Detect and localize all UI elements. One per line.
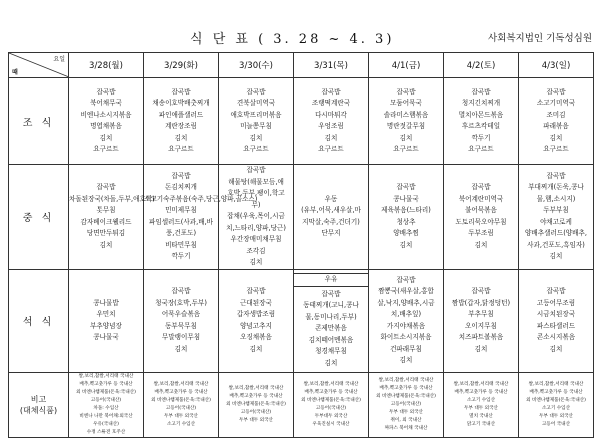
notes-item: 배추,뽁고춧가루 등 국내산 bbox=[379, 385, 433, 391]
dinner-item: 근대된장국 bbox=[240, 298, 272, 307]
breakfast-item: 잡곡밥 bbox=[96, 87, 116, 96]
meal-label-dinner: 석 식 bbox=[9, 269, 69, 372]
notes-item: 짜파스 북어채 국내산 bbox=[384, 425, 428, 431]
breakfast-cell bbox=[294, 78, 369, 165]
dinner-item: 화이트소시지볶음 bbox=[380, 333, 432, 341]
lunch-item: 김치 bbox=[399, 240, 413, 249]
lunch-item: 톳무침 bbox=[96, 206, 116, 215]
dinner-cell bbox=[294, 269, 369, 372]
lunch-item: 잡곡밥 bbox=[546, 171, 566, 180]
dinner-cell bbox=[519, 269, 594, 372]
dinner-item: 어묵우슬볶음 bbox=[161, 310, 201, 318]
dinner-item: 짬뽕국(새우살,홍합 bbox=[378, 287, 434, 295]
dinner-item: 파스타샐러드 bbox=[536, 321, 576, 330]
notes-item: 두부 대두 외국산 bbox=[239, 417, 273, 423]
dinner-item: 청국장(호박,두부) bbox=[155, 298, 207, 307]
dinner-cell bbox=[444, 269, 519, 372]
breakfast-item: 파인애플샐러드 bbox=[158, 110, 204, 119]
lunch-item: 우간장매미채무침 bbox=[230, 235, 282, 243]
notes-item: 쌀,보리,찹쌀,서리태 국내산 bbox=[378, 377, 434, 383]
lunch-item: 해물탕(해물모듬,애 bbox=[228, 177, 284, 186]
dinner-item: 오징채볶음 bbox=[240, 333, 272, 341]
breakfast-item: 요구르트 bbox=[243, 145, 269, 153]
corner-cell bbox=[9, 53, 69, 78]
day-header-row bbox=[9, 53, 594, 78]
notes-item: 배추,뽁고춧가루 등 국내산 bbox=[79, 381, 133, 387]
breakfast-item: 애호박프리머볶음 bbox=[230, 110, 282, 119]
lunch-item: 양배추샐러드(양배추, bbox=[525, 229, 587, 238]
dinner-item: 치,배추잎) bbox=[390, 310, 422, 318]
notes-item: 수정 스튜전 호주산 bbox=[86, 429, 126, 435]
notes-item: 비엔나 나만 북어채:외국산 bbox=[79, 413, 133, 419]
dinner-item: 짬밥(갑자,닭정덩턴) bbox=[451, 298, 511, 307]
notes-item: 두부 대두 외국산 bbox=[164, 413, 198, 419]
dinner-item: 시금치된장국 bbox=[536, 310, 576, 318]
breakfast-cell bbox=[519, 78, 594, 165]
dinner-item: 콘제만볶음 bbox=[315, 324, 347, 332]
day-header: 3/30(수) bbox=[219, 53, 294, 78]
notes-item: 고등어(국내산) bbox=[315, 405, 347, 411]
dinner-item: 고등어무조림 bbox=[536, 298, 576, 307]
breakfast-item: 잡곡밥 bbox=[171, 87, 191, 96]
day-header: 4/1(금) bbox=[369, 53, 444, 78]
lunch-item: 치,느타리,양파,당근) bbox=[226, 223, 286, 232]
lunch-item: 양배추찜 bbox=[393, 229, 419, 238]
lunch-item: 무) bbox=[251, 200, 261, 209]
breakfast-cell bbox=[444, 78, 519, 165]
dinner-item: 김치 bbox=[324, 358, 338, 367]
lunch-item: 김치 bbox=[99, 240, 113, 249]
lunch-item: 감자베이크웰리드 bbox=[80, 217, 132, 226]
lunch-cell bbox=[294, 165, 369, 270]
breakfast-item: 계란장조림 bbox=[165, 122, 197, 130]
breakfast-item: 멸치아몬드볶음 bbox=[458, 110, 504, 119]
notes-item: 소고기 수입산 bbox=[466, 397, 496, 403]
notes-item: 고등어(국내산) bbox=[90, 397, 122, 403]
breakfast-item: 김치 bbox=[549, 133, 563, 142]
breakfast-item: 김치 bbox=[249, 133, 263, 142]
lunch-item: 비타민무침 bbox=[165, 240, 197, 249]
meal-table bbox=[8, 52, 594, 438]
page-title: 식 단 표 ( 3. 28 ~ 4. 3) bbox=[190, 32, 395, 47]
day-header: 4/2(토) bbox=[444, 53, 519, 78]
notes-cell bbox=[444, 372, 519, 437]
dinner-item: 가지야채볶음 bbox=[386, 321, 426, 330]
dinner-item: 김치 bbox=[174, 344, 188, 353]
notes-item: 배추,뽁고춧가루 등 국내산 bbox=[454, 389, 508, 395]
notes-item: 쌀,보리,찹쌀,서리태 국내산 bbox=[303, 381, 359, 387]
breakfast-item: 비엔나소시지볶음 bbox=[80, 110, 132, 119]
breakfast-item: 김치 bbox=[174, 133, 188, 142]
breakfast-item: 미늘쫑무침 bbox=[240, 122, 272, 130]
dinner-item: 물,동미나리,두부) bbox=[305, 312, 357, 321]
notes-item: 배추,뽁고춧가루 등 국내산 bbox=[154, 389, 208, 395]
breakfast-item: 파래볶음 bbox=[543, 122, 569, 130]
dinner-row bbox=[9, 269, 594, 372]
dinner-cell bbox=[69, 269, 144, 372]
notes-cell bbox=[144, 372, 219, 437]
breakfast-item: 요구르트 bbox=[468, 145, 494, 153]
notes-item: 외 비엔나햄제품(돈육:국내산) bbox=[526, 397, 586, 403]
meal-label-lunch: 중 식 bbox=[9, 165, 69, 270]
breakfast-item: 우엉조림 bbox=[318, 122, 344, 130]
lunch-item: 김치 bbox=[249, 258, 263, 266]
notes-item: 외 비엔나햄제품(돈육:국내산) bbox=[226, 401, 286, 407]
dinner-item: 건파래무침 bbox=[390, 344, 422, 353]
lunch-item: 김치 bbox=[549, 252, 563, 261]
breakfast-item: 채송이호박배춧찌개 bbox=[152, 99, 210, 107]
lunch-item: 소고기숙주볶음(숙주,당근,양파,골소스) bbox=[144, 194, 258, 203]
breakfast-item: 명란젓갈무침 bbox=[386, 122, 426, 130]
breakfast-item: 요구르트 bbox=[543, 145, 569, 153]
lunch-item: 돈김치찌개 bbox=[165, 183, 197, 192]
dinner-item: 잡곡밥 bbox=[246, 287, 266, 295]
lunch-item: 풍,건포도) bbox=[165, 229, 197, 238]
notes-item: 쌀,보리,찹쌀,서리태 국내산 bbox=[153, 381, 209, 387]
breakfast-item: 명엽채볶음 bbox=[90, 122, 122, 130]
lunch-item: 제육볶음(느타리) bbox=[381, 206, 431, 215]
breakfast-item: 후르츠칵테일 bbox=[461, 122, 501, 130]
dinner-item: 잡곡밥 bbox=[396, 275, 416, 284]
lunch-item: 잡곡밥 bbox=[396, 183, 416, 192]
notes-cell bbox=[294, 372, 369, 437]
day-header: 3/31(목) bbox=[294, 53, 369, 78]
breakfast-item: 요구르트 bbox=[168, 145, 194, 153]
lunch-cell bbox=[519, 165, 594, 270]
notes-cell bbox=[69, 372, 144, 437]
dinner-item: 김치 bbox=[249, 344, 263, 353]
notes-item: 소고기 수입산 bbox=[166, 421, 196, 427]
lunch-item: 야채고로케 bbox=[540, 217, 572, 226]
dinner-item: 잡곡밥 bbox=[171, 287, 191, 295]
breakfast-row bbox=[9, 78, 594, 165]
note-row bbox=[9, 372, 594, 437]
lunch-cell bbox=[369, 165, 444, 270]
lunch-item: 차돌된장국(차돌,두부,애호박) bbox=[69, 194, 155, 203]
notes-item: 고등어(국내산) bbox=[165, 405, 197, 411]
notes-item: 쌀,보리,찹쌀,서리태 국내산 bbox=[453, 381, 509, 387]
notes-item: 우유(국내산) bbox=[93, 421, 119, 427]
lunch-item: 청상추 bbox=[396, 217, 416, 226]
notes-item: 고등어(국내산) bbox=[240, 409, 272, 415]
dinner-item: 김치 bbox=[474, 344, 488, 353]
day-header: 3/28(월) bbox=[69, 53, 144, 78]
notes-cell bbox=[369, 372, 444, 437]
notes-item: 닭고기 국내산 bbox=[466, 421, 496, 427]
breakfast-item: 잡곡밥 bbox=[396, 87, 416, 96]
breakfast-item: 김치 bbox=[99, 133, 113, 142]
notes-cell bbox=[519, 372, 594, 437]
dinner-cell bbox=[219, 269, 294, 372]
notes-item: 외 비엔나햄제품(돈육:국내산) bbox=[76, 389, 136, 395]
notes-item: 두부대두 외국산 bbox=[314, 413, 348, 419]
lunch-item: 사과,건포도,흑임자) bbox=[527, 240, 585, 249]
dinner-item: 오이지무침 bbox=[465, 321, 497, 330]
breakfast-cell bbox=[219, 78, 294, 165]
breakfast-item: 요구르트 bbox=[318, 145, 344, 153]
dinner-item: 잡곡밥 bbox=[471, 287, 491, 295]
notes-item: 쌀,보리,찹쌀,서리태 국내산 bbox=[228, 385, 284, 391]
day-header: 3/29(화) bbox=[144, 53, 219, 78]
lunch-item: 당면만두튀김 bbox=[86, 229, 126, 238]
dinner-item: 부추양념장 bbox=[90, 321, 122, 330]
breakfast-item: 요구르트 bbox=[393, 145, 419, 153]
header bbox=[0, 0, 600, 52]
breakfast-item: 잡곡밥 bbox=[546, 87, 566, 96]
breakfast-item: 깍두기 bbox=[471, 133, 491, 142]
breakfast-item: 북어채무국 bbox=[90, 99, 122, 107]
corner-time-label: 때 bbox=[12, 69, 18, 76]
lunch-item: 잡곡밥 bbox=[96, 183, 116, 192]
notes-item: 고등어(국내산) bbox=[390, 401, 422, 407]
dinner-item: 콩나물밥 bbox=[93, 298, 119, 307]
notes-cell bbox=[219, 372, 294, 437]
breakfast-item: 김치 bbox=[399, 133, 413, 142]
notes-item: 우육진실시 국내산 bbox=[312, 421, 350, 427]
notes-item: 두부 대두 외국산 bbox=[464, 405, 498, 411]
breakfast-item: 소고기미역국 bbox=[536, 99, 576, 107]
lunch-item: 물,햄,소시지) bbox=[536, 194, 576, 203]
breakfast-item: 김치 bbox=[324, 133, 338, 142]
note-label-text: 비고 (대체식품) bbox=[19, 394, 58, 415]
day-header: 4/3(일) bbox=[519, 53, 594, 78]
notes-item: 외 비엔나햄제품(돈육:국내산) bbox=[376, 393, 436, 399]
notes-item: 쌀,보리,찹쌀,서리태 국내산 bbox=[528, 381, 584, 387]
notes-item: 배추,뽁고춧가루 등 국내산 bbox=[304, 389, 358, 395]
meal-label-note bbox=[9, 372, 69, 437]
notes-item: 외 비엔나햄제품(돈육:국내산) bbox=[151, 397, 211, 403]
notes-item: 멸치 국내산 bbox=[469, 413, 493, 419]
breakfast-item: 청지긴치찌개 bbox=[461, 99, 501, 107]
dinner-item: 콩나물국 bbox=[93, 333, 119, 341]
notes-item: 쌀,보리,찹쌀,서리태 국내산 bbox=[78, 373, 134, 379]
notes-item: 배추,뽁고춧가루 등 국내산 bbox=[229, 393, 283, 399]
lunch-item: 조각김 bbox=[246, 246, 266, 255]
dinner-item: 동부묵무침 bbox=[165, 321, 197, 330]
dinner-item: 살,낙지,양배추,시금 bbox=[377, 298, 435, 307]
notes-item: 고등어 국내산 bbox=[541, 421, 571, 427]
shared-milk-line: 우유 bbox=[293, 273, 369, 287]
dinner-item: 김치떼어멘볶음 bbox=[308, 335, 354, 344]
breakfast-item: 모둠어묵국 bbox=[390, 99, 422, 107]
lunch-item: 단무지 bbox=[321, 229, 341, 238]
lunch-item: 도토리묵오야무침 bbox=[455, 217, 507, 226]
dinner-item: 김치 bbox=[399, 356, 413, 364]
breakfast-item: 견북살미역국 bbox=[236, 99, 276, 107]
dinner-item: 치즈파트볼볶음 bbox=[458, 333, 504, 341]
lunch-item: 잡곡밥 bbox=[246, 166, 266, 174]
lunch-item: 잡곡밥 bbox=[471, 183, 491, 192]
breakfast-item: 조미김 bbox=[546, 110, 566, 119]
lunch-item: 콩나물국 bbox=[393, 194, 419, 203]
lunch-item: 지막살,숙주,건더기) bbox=[302, 217, 360, 226]
lunch-item: 깍두기 bbox=[171, 252, 191, 261]
organization-name: 사회복지법인 기독성심원 bbox=[488, 33, 592, 44]
breakfast-cell bbox=[69, 78, 144, 165]
lunch-item: 북어계란미역국 bbox=[458, 194, 504, 203]
breakfast-item: 조랭떡계란국 bbox=[311, 99, 351, 107]
breakfast-item: 요구르트 bbox=[93, 145, 119, 153]
lunch-item: 잡곡밥 bbox=[171, 171, 191, 180]
dinner-item: 잡곡밥 bbox=[321, 289, 341, 298]
lunch-item: 파임셀러드(사과,배,바 bbox=[148, 217, 214, 226]
lunch-cell bbox=[219, 165, 294, 270]
lunch-item: 잡채(우육,목이,시금 bbox=[227, 212, 285, 220]
lunch-item: 불어묵볶음 bbox=[465, 206, 497, 215]
notes-item: 두부 대두 외국산 bbox=[389, 409, 423, 415]
corner-day-label: 요일 bbox=[53, 56, 65, 63]
notes-item: 차돌: 수입산 bbox=[93, 405, 119, 411]
notes-item: 두부 대두 외국산 bbox=[539, 413, 573, 419]
lunch-cell bbox=[444, 165, 519, 270]
lunch-item: 부대찌개(돈욱,콩나 bbox=[528, 183, 584, 192]
breakfast-item: 다시마튀각 bbox=[315, 110, 347, 119]
breakfast-item: 잡곡밥 bbox=[246, 87, 266, 96]
dinner-item: 잡곡밥 bbox=[546, 287, 566, 295]
lunch-item: 호박,두부,팽이,학고 bbox=[227, 189, 285, 197]
dinner-item: 김치 bbox=[549, 344, 563, 353]
breakfast-item: 솔라미스햄볶음 bbox=[383, 110, 429, 119]
dinner-item: 콘소시지볶음 bbox=[536, 333, 576, 341]
dinner-item: 청경채무침 bbox=[315, 347, 347, 355]
dinner-item: 우민치 bbox=[96, 310, 116, 318]
breakfast-item: 잡곡밥 bbox=[321, 87, 341, 96]
lunch-cell bbox=[69, 165, 155, 270]
notes-item: 소고기 수입산 bbox=[541, 405, 571, 411]
breakfast-cell bbox=[144, 78, 219, 165]
lunch-item: 두부조림 bbox=[468, 229, 494, 238]
lunch-item: (유부,어묵,새우살,마 bbox=[301, 206, 361, 215]
dinner-item: 갑자생밥조림 bbox=[236, 310, 276, 318]
dinner-item: 부추무침 bbox=[468, 310, 494, 318]
dinner-cell bbox=[369, 269, 444, 372]
dinner-item: 동태찌개(고니,콩나 bbox=[303, 301, 359, 309]
dinner-item: 무말랭이무침 bbox=[161, 333, 201, 341]
breakfast-item: 잡곡밥 bbox=[471, 87, 491, 96]
lunch-row bbox=[9, 165, 594, 270]
lunch-item: 우동 bbox=[324, 194, 338, 203]
breakfast-cell bbox=[369, 78, 444, 165]
lunch-item: 김치 bbox=[474, 240, 488, 249]
notes-item: 외 비엔나햄제품(돈육:국내산) bbox=[301, 397, 361, 403]
dinner-item: 양념고추지 bbox=[240, 321, 272, 330]
notes-item: 배추,뽁고춧가루 등 국내산 bbox=[529, 389, 583, 395]
lunch-item: 민미제무침 bbox=[165, 206, 197, 215]
notes-item: 쥐이, 외 국내산 bbox=[390, 417, 422, 423]
lunch-item: 두부부침 bbox=[543, 206, 569, 215]
dinner-cell bbox=[144, 269, 219, 372]
meal-label-breakfast: 조 식 bbox=[9, 78, 69, 165]
